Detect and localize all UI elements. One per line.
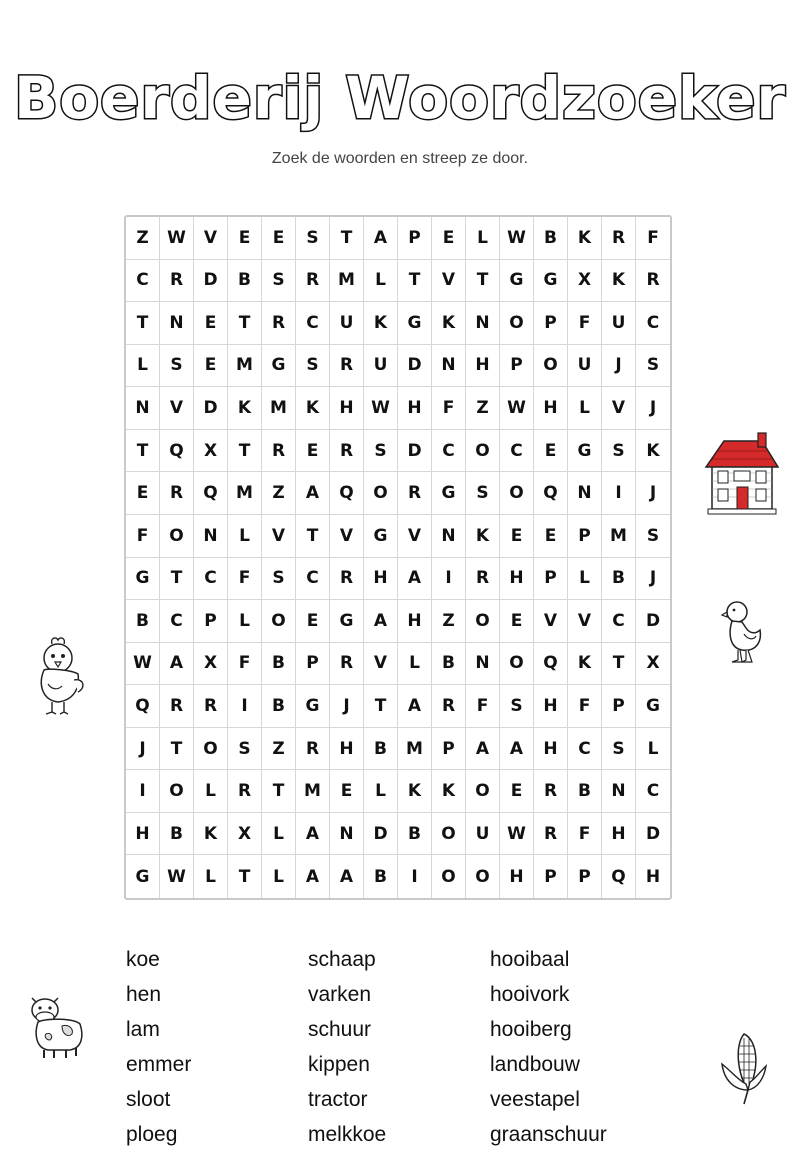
grid-cell: J bbox=[126, 728, 160, 771]
grid-cell: R bbox=[160, 260, 194, 303]
grid-cell: O bbox=[466, 600, 500, 643]
grid-cell: U bbox=[466, 813, 500, 856]
grid-cell: K bbox=[568, 217, 602, 260]
grid-cell: A bbox=[398, 558, 432, 601]
grid-cell: J bbox=[636, 558, 670, 601]
grid-cell: D bbox=[636, 600, 670, 643]
grid-cell: R bbox=[330, 345, 364, 388]
grid-cell: H bbox=[126, 813, 160, 856]
grid-cell: F bbox=[568, 813, 602, 856]
grid-cell: V bbox=[398, 515, 432, 558]
grid-cell: D bbox=[398, 430, 432, 473]
grid-cell: V bbox=[194, 217, 228, 260]
grid-cell: N bbox=[330, 813, 364, 856]
grid-cell: W bbox=[500, 387, 534, 430]
grid-cell: S bbox=[262, 558, 296, 601]
grid-cell: N bbox=[466, 302, 500, 345]
duck-icon bbox=[722, 598, 764, 666]
grid-cell: L bbox=[126, 345, 160, 388]
grid-cell: L bbox=[262, 855, 296, 898]
grid-cell: H bbox=[534, 728, 568, 771]
grid-cell: L bbox=[194, 770, 228, 813]
grid-cell: G bbox=[636, 685, 670, 728]
grid-cell: T bbox=[126, 302, 160, 345]
grid-cell: N bbox=[194, 515, 228, 558]
grid-cell: T bbox=[296, 515, 330, 558]
grid-cell: P bbox=[398, 217, 432, 260]
grid-cell: T bbox=[364, 685, 398, 728]
grid-cell: P bbox=[500, 345, 534, 388]
grid-cell: B bbox=[432, 643, 466, 686]
grid-cell: C bbox=[126, 260, 160, 303]
grid-cell: G bbox=[126, 558, 160, 601]
grid-cell: A bbox=[398, 685, 432, 728]
grid-cell: R bbox=[534, 770, 568, 813]
grid-cell: R bbox=[262, 302, 296, 345]
grid-cell: B bbox=[364, 855, 398, 898]
grid-cell: Q bbox=[602, 855, 636, 898]
grid-cell: B bbox=[602, 558, 636, 601]
grid-cell: C bbox=[194, 558, 228, 601]
grid-cell: P bbox=[602, 685, 636, 728]
grid-cell: C bbox=[602, 600, 636, 643]
grid-cell: W bbox=[500, 217, 534, 260]
grid-cell: M bbox=[228, 345, 262, 388]
grid-cell: X bbox=[228, 813, 262, 856]
grid-cell: P bbox=[534, 302, 568, 345]
grid-cell: G bbox=[364, 515, 398, 558]
grid-cell: S bbox=[636, 515, 670, 558]
grid-cell: S bbox=[466, 472, 500, 515]
grid-cell: H bbox=[534, 387, 568, 430]
grid-cell: I bbox=[602, 472, 636, 515]
grid-cell: H bbox=[330, 387, 364, 430]
grid-cell: R bbox=[534, 813, 568, 856]
grid-cell: S bbox=[296, 345, 330, 388]
grid-cell: R bbox=[398, 472, 432, 515]
grid-cell: O bbox=[364, 472, 398, 515]
grid-cell: R bbox=[602, 217, 636, 260]
grid-cell: E bbox=[228, 217, 262, 260]
grid-cell: F bbox=[466, 685, 500, 728]
grid-cell: E bbox=[500, 600, 534, 643]
word-list-item: schuur bbox=[308, 1018, 372, 1041]
grid-cell: C bbox=[636, 302, 670, 345]
word-list-item: varken bbox=[308, 983, 372, 1006]
grid-cell: A bbox=[466, 728, 500, 771]
grid-cell: C bbox=[296, 558, 330, 601]
grid-cell: F bbox=[432, 387, 466, 430]
grid-cell: M bbox=[602, 515, 636, 558]
grid-cell: E bbox=[432, 217, 466, 260]
word-list-item: schaap bbox=[308, 948, 376, 971]
grid-cell: L bbox=[568, 558, 602, 601]
grid-cell: B bbox=[126, 600, 160, 643]
grid-cell: K bbox=[568, 643, 602, 686]
grid-cell: E bbox=[500, 770, 534, 813]
grid-cell: O bbox=[466, 770, 500, 813]
grid-cell: T bbox=[228, 855, 262, 898]
grid-cell: K bbox=[296, 387, 330, 430]
grid-cell: A bbox=[364, 217, 398, 260]
grid-cell: C bbox=[500, 430, 534, 473]
grid-cell: F bbox=[636, 217, 670, 260]
grid-cell: F bbox=[228, 558, 262, 601]
grid-cell: V bbox=[534, 600, 568, 643]
grid-cell: V bbox=[160, 387, 194, 430]
grid-cell: X bbox=[194, 643, 228, 686]
grid-cell: V bbox=[330, 515, 364, 558]
grid-cell: K bbox=[432, 302, 466, 345]
word-list-item: koe bbox=[126, 948, 160, 971]
grid-cell: J bbox=[330, 685, 364, 728]
grid-cell: J bbox=[636, 472, 670, 515]
grid-cell: H bbox=[602, 813, 636, 856]
grid-cell: K bbox=[602, 260, 636, 303]
grid-cell: B bbox=[534, 217, 568, 260]
grid-cell: M bbox=[330, 260, 364, 303]
grid-cell: B bbox=[364, 728, 398, 771]
grid-cell: E bbox=[330, 770, 364, 813]
grid-cell: A bbox=[330, 855, 364, 898]
grid-cell: G bbox=[330, 600, 364, 643]
grid-cell: P bbox=[296, 643, 330, 686]
grid-cell: L bbox=[364, 770, 398, 813]
instructions: Zoek de woorden en streep ze door. bbox=[271, 150, 529, 167]
grid-cell: W bbox=[160, 217, 194, 260]
grid-cell: I bbox=[398, 855, 432, 898]
grid-cell: I bbox=[126, 770, 160, 813]
grid-cell: C bbox=[296, 302, 330, 345]
grid-cell: W bbox=[500, 813, 534, 856]
grid-cell: N bbox=[126, 387, 160, 430]
grid-cell: C bbox=[568, 728, 602, 771]
word-list-item: hooiberg bbox=[490, 1018, 572, 1041]
grid-cell: P bbox=[568, 855, 602, 898]
grid-cell: T bbox=[160, 558, 194, 601]
word-list-item: lam bbox=[126, 1018, 160, 1041]
grid-cell: R bbox=[262, 430, 296, 473]
word-list-item: tractor bbox=[308, 1088, 368, 1111]
grid-cell: U bbox=[568, 345, 602, 388]
grid-cell: L bbox=[262, 813, 296, 856]
grid-cell: D bbox=[194, 260, 228, 303]
grid-cell: O bbox=[160, 515, 194, 558]
word-list-item: emmer bbox=[126, 1053, 192, 1076]
grid-cell: N bbox=[568, 472, 602, 515]
grid-cell: P bbox=[432, 728, 466, 771]
grid-cell: P bbox=[568, 515, 602, 558]
grid-cell: H bbox=[500, 855, 534, 898]
grid-cell: Q bbox=[194, 472, 228, 515]
grid-cell: W bbox=[126, 643, 160, 686]
grid-cell: V bbox=[364, 643, 398, 686]
grid-cell: C bbox=[160, 600, 194, 643]
chicken-icon bbox=[34, 636, 86, 718]
grid-cell: S bbox=[262, 260, 296, 303]
grid-cell: R bbox=[296, 728, 330, 771]
grid-cell: E bbox=[296, 430, 330, 473]
grid-cell: B bbox=[568, 770, 602, 813]
grid-cell: I bbox=[432, 558, 466, 601]
grid-cell: B bbox=[228, 260, 262, 303]
grid-cell: T bbox=[398, 260, 432, 303]
grid-cell: N bbox=[432, 515, 466, 558]
grid-cell: R bbox=[296, 260, 330, 303]
grid-cell: Q bbox=[160, 430, 194, 473]
grid-cell: N bbox=[432, 345, 466, 388]
grid-cell: F bbox=[568, 685, 602, 728]
word-list-item: melkkoe bbox=[308, 1123, 387, 1146]
word-list-item: hen bbox=[126, 983, 162, 1006]
grid-cell: R bbox=[432, 685, 466, 728]
grid-cell: U bbox=[330, 302, 364, 345]
grid-cell: C bbox=[636, 770, 670, 813]
grid-cell: G bbox=[126, 855, 160, 898]
grid-cell: L bbox=[466, 217, 500, 260]
grid-cell: H bbox=[330, 728, 364, 771]
grid-cell: H bbox=[534, 685, 568, 728]
grid-cell: Q bbox=[534, 643, 568, 686]
grid-cell: V bbox=[432, 260, 466, 303]
page-title: Boerderij Woordzoeker bbox=[13, 64, 787, 132]
grid-cell: V bbox=[568, 600, 602, 643]
grid-cell: N bbox=[602, 770, 636, 813]
grid-cell: R bbox=[466, 558, 500, 601]
grid-cell: R bbox=[330, 430, 364, 473]
word-list-item: hooibaal bbox=[490, 948, 570, 971]
corn-icon bbox=[718, 1030, 768, 1106]
grid-cell: E bbox=[194, 345, 228, 388]
grid-cell: F bbox=[126, 515, 160, 558]
grid-cell: A bbox=[296, 472, 330, 515]
grid-cell: I bbox=[228, 685, 262, 728]
grid-cell: Z bbox=[466, 387, 500, 430]
grid-cell: V bbox=[262, 515, 296, 558]
word-list-item: kippen bbox=[308, 1053, 370, 1076]
word-list-item: sloot bbox=[126, 1088, 171, 1111]
grid-cell: H bbox=[398, 387, 432, 430]
grid-cell: S bbox=[364, 430, 398, 473]
grid-cell: T bbox=[228, 302, 262, 345]
grid-cell: O bbox=[500, 302, 534, 345]
grid-cell: O bbox=[466, 430, 500, 473]
grid-cell: P bbox=[534, 558, 568, 601]
grid-cell: H bbox=[645, 866, 661, 887]
grid-cell: O bbox=[262, 600, 296, 643]
grid-cell: A bbox=[296, 855, 330, 898]
grid-cell: E bbox=[534, 515, 568, 558]
grid-cell: G bbox=[500, 260, 534, 303]
grid-cell: L bbox=[228, 515, 262, 558]
grid-cell: E bbox=[500, 515, 534, 558]
grid-cell: G bbox=[296, 685, 330, 728]
grid-cell: S bbox=[296, 217, 330, 260]
grid-cell: Z bbox=[126, 217, 160, 260]
grid-cell: W bbox=[364, 387, 398, 430]
grid-cell: H bbox=[466, 345, 500, 388]
grid-cell: D bbox=[364, 813, 398, 856]
grid-cell: T bbox=[160, 728, 194, 771]
word-list-item: veestapel bbox=[490, 1088, 580, 1111]
grid-cell: B bbox=[262, 643, 296, 686]
grid-cell: K bbox=[228, 387, 262, 430]
grid-cell: D bbox=[194, 387, 228, 430]
grid-cell: U bbox=[364, 345, 398, 388]
grid-cell: B bbox=[398, 813, 432, 856]
grid-cell: H bbox=[500, 558, 534, 601]
grid-cell: O bbox=[466, 855, 500, 898]
grid-cell: E bbox=[296, 600, 330, 643]
grid-cell: O bbox=[500, 643, 534, 686]
grid-cell: A bbox=[296, 813, 330, 856]
grid-cell: A bbox=[364, 600, 398, 643]
grid-cell: Q bbox=[126, 685, 160, 728]
grid-cell: L bbox=[228, 600, 262, 643]
grid-cell: K bbox=[466, 515, 500, 558]
grid-cell: J bbox=[636, 387, 670, 430]
grid-cell: S bbox=[228, 728, 262, 771]
grid-cell: L bbox=[568, 387, 602, 430]
grid-cell: M bbox=[398, 728, 432, 771]
grid-cell: B bbox=[262, 685, 296, 728]
grid-cell: M bbox=[296, 770, 330, 813]
grid-cell: M bbox=[228, 472, 262, 515]
grid-cell: V bbox=[602, 387, 636, 430]
grid-cell: O bbox=[500, 472, 534, 515]
word-list-item: graanschuur bbox=[490, 1123, 607, 1146]
grid-cell: T bbox=[330, 217, 364, 260]
grid-cell: K bbox=[364, 302, 398, 345]
grid-cell: O bbox=[160, 770, 194, 813]
grid-cell: T bbox=[126, 430, 160, 473]
grid-cell: P bbox=[534, 855, 568, 898]
grid-cell: X bbox=[636, 643, 670, 686]
grid-cell: E bbox=[534, 430, 568, 473]
grid-cell: R bbox=[636, 260, 670, 303]
grid-cell: H bbox=[398, 600, 432, 643]
grid-cell: G bbox=[432, 472, 466, 515]
grid-cell: R bbox=[330, 643, 364, 686]
grid-cell: G bbox=[398, 302, 432, 345]
grid-cell: N bbox=[160, 302, 194, 345]
grid-cell: F bbox=[568, 302, 602, 345]
grid-cell: N bbox=[466, 643, 500, 686]
grid-cell: O bbox=[194, 728, 228, 771]
grid-cell: C bbox=[432, 430, 466, 473]
cow-icon bbox=[26, 990, 88, 1060]
grid-cell: T bbox=[602, 643, 636, 686]
grid-cell: A bbox=[500, 728, 534, 771]
grid-cell: R bbox=[194, 685, 228, 728]
word-list-item: ploeg bbox=[126, 1123, 178, 1146]
grid-cell: K bbox=[432, 770, 466, 813]
farmhouse-icon bbox=[704, 431, 780, 519]
grid-cell: S bbox=[160, 345, 194, 388]
grid-cell: S bbox=[636, 345, 670, 388]
grid-cell: K bbox=[636, 430, 670, 473]
grid-cell: L bbox=[194, 855, 228, 898]
grid-cell: R bbox=[160, 685, 194, 728]
grid-cell: D bbox=[636, 813, 670, 856]
grid-cell: E bbox=[126, 472, 160, 515]
grid-cell: Z bbox=[262, 472, 296, 515]
grid-cell: O bbox=[432, 813, 466, 856]
grid-cell: L bbox=[398, 643, 432, 686]
grid-cell: M bbox=[262, 387, 296, 430]
grid-cell: X bbox=[194, 430, 228, 473]
grid-cell: A bbox=[160, 643, 194, 686]
grid-cell: S bbox=[602, 430, 636, 473]
grid-cell: K bbox=[398, 770, 432, 813]
grid-cell: W bbox=[160, 855, 194, 898]
grid-cell: O bbox=[534, 345, 568, 388]
grid-cell: R bbox=[330, 558, 364, 601]
grid-cell: X bbox=[568, 260, 602, 303]
grid-cell: S bbox=[602, 728, 636, 771]
word-list-item: landbouw bbox=[490, 1053, 580, 1076]
grid-cell: P bbox=[194, 600, 228, 643]
letter-grid bbox=[124, 215, 672, 900]
grid-cell: U bbox=[602, 302, 636, 345]
grid-cell: G bbox=[262, 345, 296, 388]
grid-cell: F bbox=[228, 643, 262, 686]
grid-cell: T bbox=[228, 430, 262, 473]
grid-cell: L bbox=[364, 260, 398, 303]
grid-cell: O bbox=[432, 855, 466, 898]
grid-cell: R bbox=[228, 770, 262, 813]
grid-cell: E bbox=[194, 302, 228, 345]
grid-cell: E bbox=[262, 217, 296, 260]
grid-cell: D bbox=[398, 345, 432, 388]
grid-cell: Z bbox=[432, 600, 466, 643]
grid-cell: G bbox=[568, 430, 602, 473]
grid-cell: T bbox=[262, 770, 296, 813]
grid-cell: H bbox=[364, 558, 398, 601]
grid-cell: J bbox=[602, 345, 636, 388]
grid-cell: T bbox=[466, 260, 500, 303]
word-list-item: hooivork bbox=[490, 983, 570, 1006]
grid-cell: G bbox=[534, 260, 568, 303]
grid-cell: R bbox=[160, 472, 194, 515]
grid-cell: B bbox=[160, 813, 194, 856]
word-list bbox=[126, 942, 686, 1146]
grid-cell: S bbox=[500, 685, 534, 728]
grid-cell: Q bbox=[534, 472, 568, 515]
grid-cell: K bbox=[194, 813, 228, 856]
grid-cell: Z bbox=[262, 728, 296, 771]
grid-cell: Q bbox=[330, 472, 364, 515]
grid-cell: L bbox=[636, 728, 670, 771]
